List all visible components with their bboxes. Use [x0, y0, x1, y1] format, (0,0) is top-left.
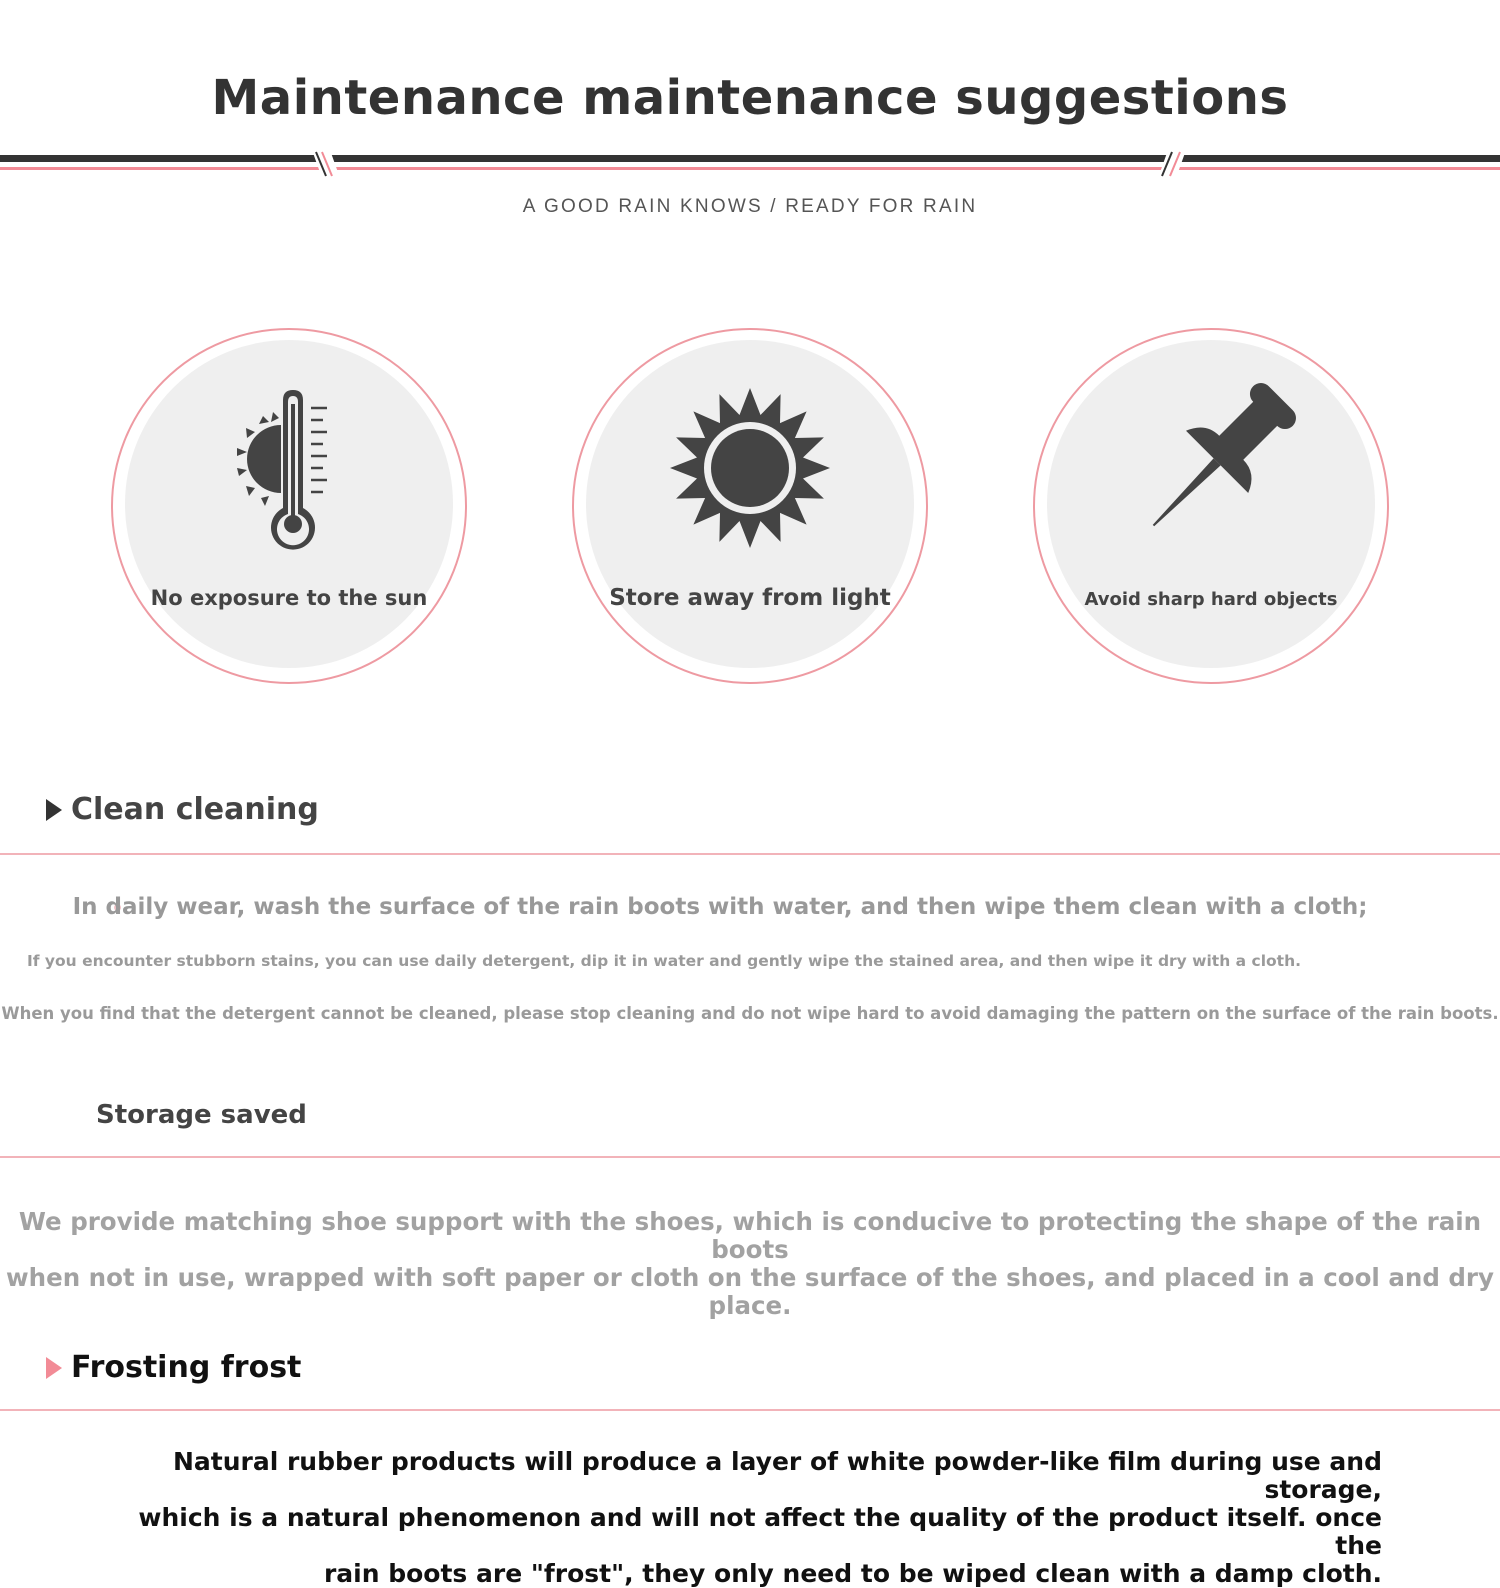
tip-label: No exposure to the sun — [150, 586, 428, 610]
storage-line-1: We provide matching shoe support with the shoes, which is conducive to protecting the shape of the rain boots — [18, 1207, 1482, 1264]
frost-line-2: which is a natural phenomenon and will not affect the quality of the product itself. once the — [138, 1503, 1382, 1560]
triangle-icon — [46, 1357, 62, 1379]
frost-line-1: Natural rubber products will produce a layer of white powder-like film during use and storage, — [172, 1447, 1382, 1504]
tip-label: Store away from light — [609, 585, 891, 611]
section-divider — [0, 1156, 1500, 1158]
frost-line-3: rain boots are "frost", they only need to be wiped clean with a damp cloth. — [323, 1559, 1382, 1588]
tip-label: Avoid sharp hard objects — [1084, 589, 1338, 610]
storage-line-2: when not in use, wrapped with soft paper or cloth on the surface of the shoes, and placed in a cool and dry place. — [6, 1263, 1494, 1320]
thermometer-sun-icon — [113, 330, 469, 686]
section-divider — [0, 1409, 1500, 1411]
section-heading-text: Clean cleaning — [71, 792, 319, 827]
pushpin-icon — [1035, 330, 1391, 686]
cleaning-line-3: When you find that the detergent cannot be cleaned, please stop cleaning and do not wipe hard to avoid damaging the pattern on the surface of the rain boots. — [1, 1004, 1499, 1023]
frost-paragraph — [100, 1448, 1382, 1588]
section-heading-storage: Storage saved — [96, 1100, 307, 1130]
tip-card-no-sun — [111, 328, 467, 684]
page-subtitle: A GOOD RAIN KNOWS / READY FOR RAIN — [522, 196, 978, 217]
tip-card-no-light — [572, 328, 928, 684]
cleaning-line-2: If you encounter stubborn stains, you can use daily detergent, dip it in water and gently wipe the stained area, and then wipe it dry with a cloth. — [27, 952, 1301, 970]
page-title: Maintenance maintenance suggestions — [211, 70, 1289, 126]
cleaning-line-1: In daily wear, wash the surface of the rain boots with water, and then wipe them clean with a cloth; — [72, 894, 1368, 920]
triangle-icon — [46, 799, 62, 821]
section-heading-text: Frosting frost — [71, 1350, 302, 1385]
sun-icon — [574, 330, 930, 686]
header-divider — [0, 150, 1500, 178]
section-divider — [0, 853, 1500, 855]
tip-card-no-sharp — [1033, 328, 1389, 684]
storage-paragraph — [0, 1208, 1500, 1320]
section-heading-cleaning — [46, 792, 319, 827]
section-heading-frost — [46, 1350, 301, 1385]
